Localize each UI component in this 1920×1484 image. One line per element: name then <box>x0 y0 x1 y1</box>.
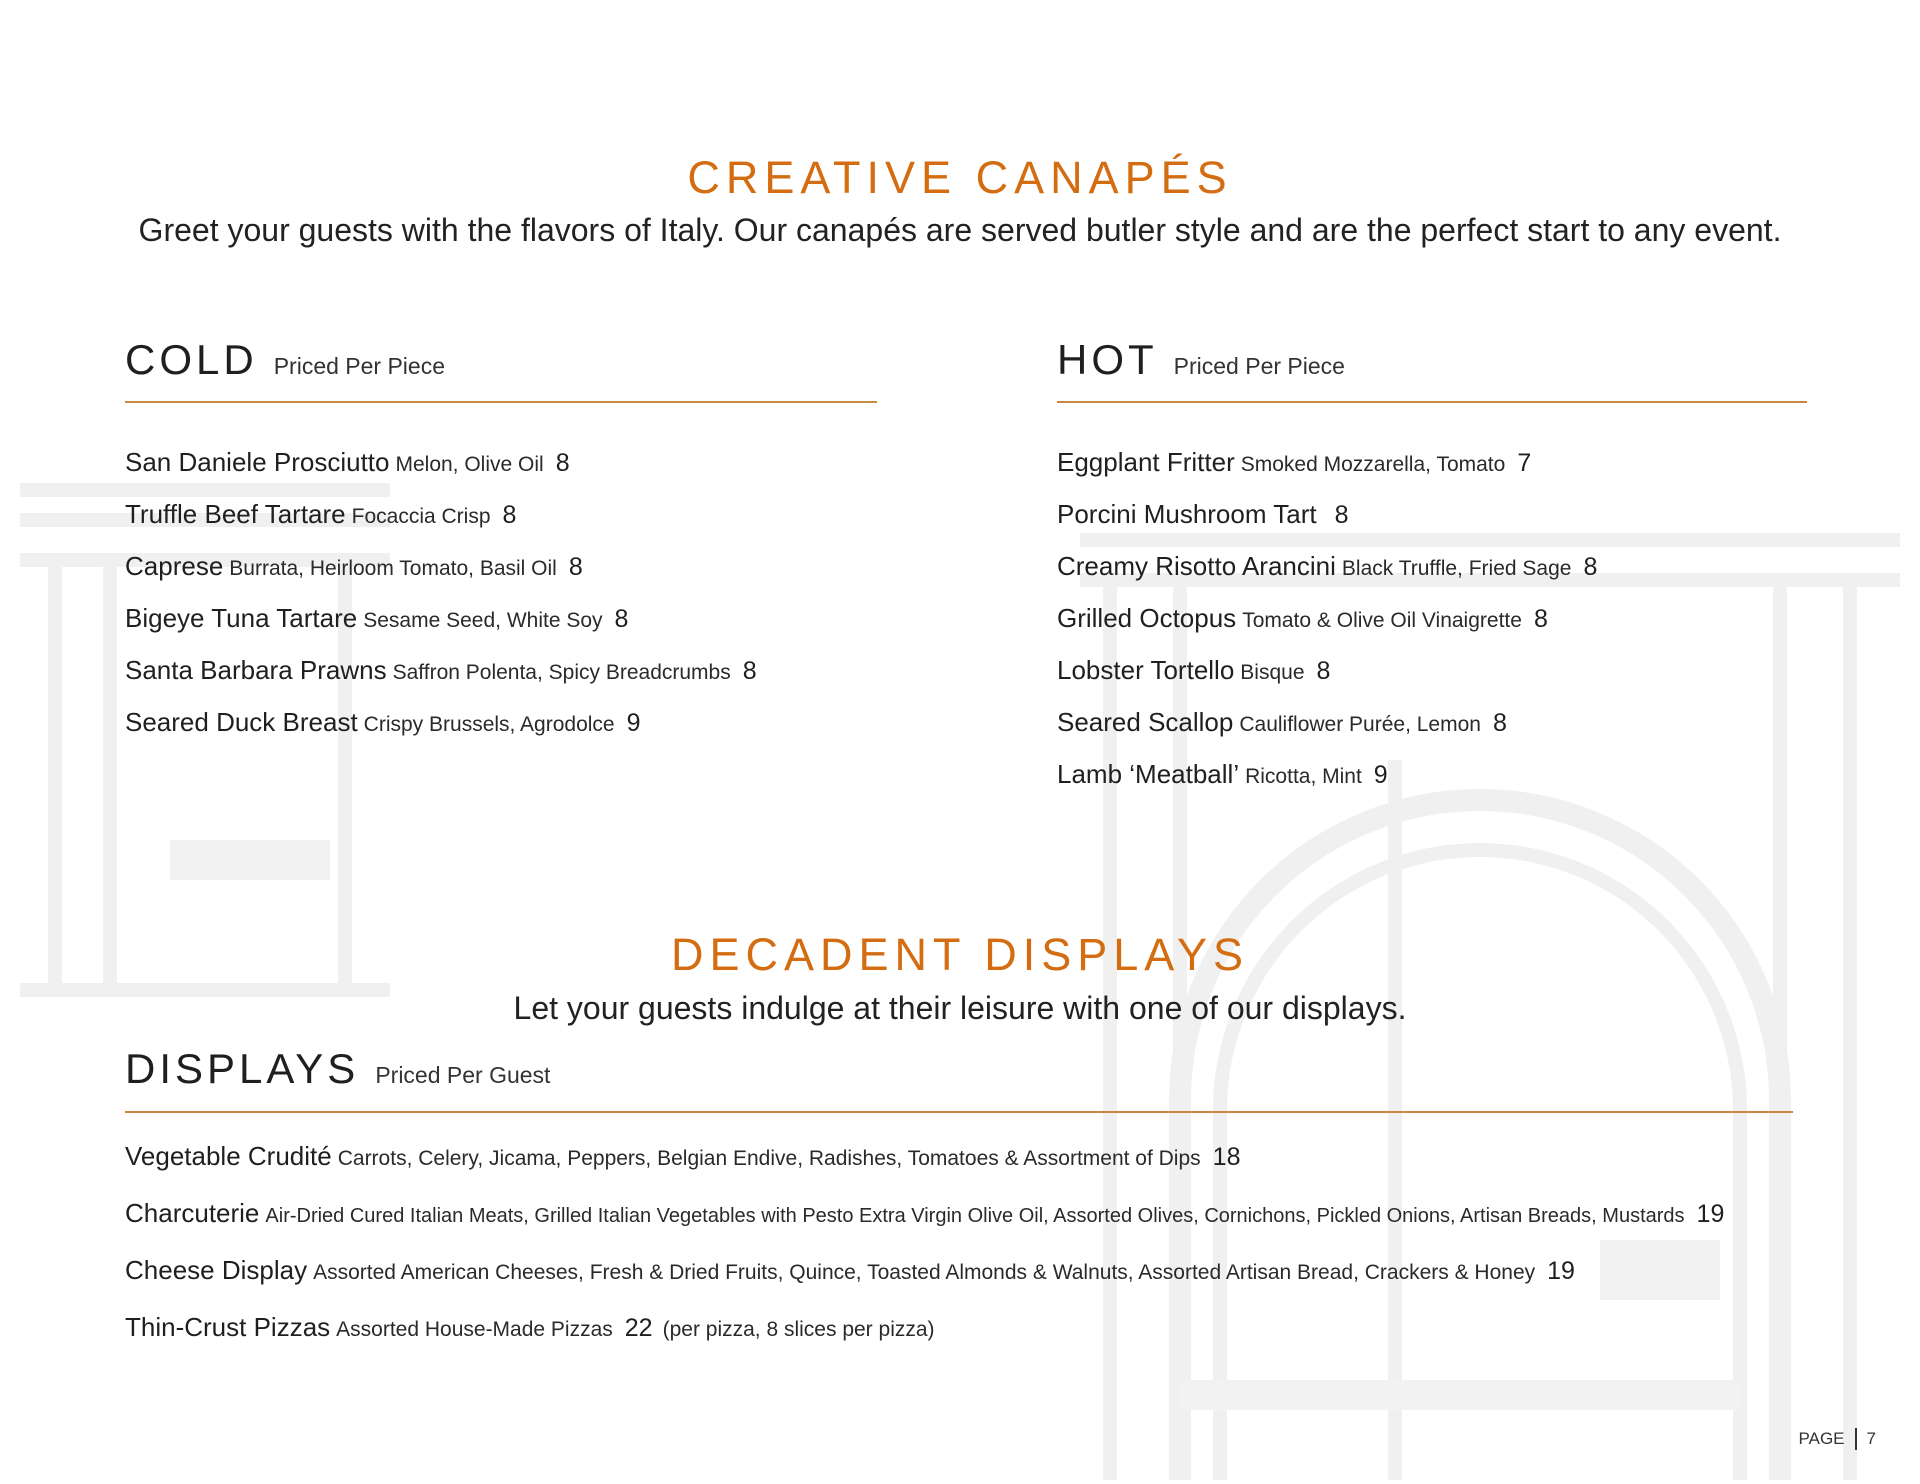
item-description: Ricotta, Mint <box>1245 765 1362 788</box>
item-description: Melon, Olive Oil <box>395 453 544 476</box>
menu-item <box>125 592 757 644</box>
menu-item <box>1057 748 1597 800</box>
item-description: Saffron Polenta, Spicy Breadcrumbs <box>392 661 731 684</box>
item-description: Crispy Brussels, Agrodolce <box>363 713 615 736</box>
hot-header <box>1057 336 1345 384</box>
menu-item <box>1057 436 1597 488</box>
cold-pricing-note: Priced Per Piece <box>273 353 446 379</box>
cold-menu-list <box>125 436 757 748</box>
item-name: Truffle Beef Tartare <box>125 499 346 529</box>
hot-heading: HOT <box>1057 336 1158 383</box>
menu-item <box>1057 592 1597 644</box>
menu-item <box>1057 696 1597 748</box>
item-price: 8 <box>568 553 583 581</box>
page-separator <box>1855 1428 1857 1450</box>
menu-item <box>125 1242 1724 1299</box>
item-price: 7 <box>1517 449 1532 477</box>
item-price: 19 <box>1696 1200 1725 1228</box>
item-note: (per pizza, 8 slices per pizza) <box>662 1318 935 1341</box>
item-price: 22 <box>624 1314 653 1342</box>
creative-canapes-title: CREATIVE CANAPÉS <box>687 152 1233 203</box>
page-number-value: 7 <box>1866 1429 1876 1448</box>
item-name: Caprese <box>125 551 224 581</box>
menu-item <box>125 1185 1724 1242</box>
item-price: 19 <box>1547 1257 1575 1285</box>
item-description: Sesame Seed, White Soy <box>363 609 603 632</box>
menu-item <box>125 696 757 748</box>
cold-header <box>125 336 445 384</box>
item-description: Black Truffle, Fried Sage <box>1341 557 1572 580</box>
item-description: Burrata, Heirloom Tomato, Basil Oil <box>229 557 557 580</box>
menu-item <box>125 540 757 592</box>
item-name: San Daniele Prosciutto <box>125 447 390 477</box>
item-price: 8 <box>555 449 570 477</box>
item-price: 8 <box>1533 605 1548 633</box>
hot-pricing-note: Priced Per Piece <box>1173 353 1345 379</box>
decadent-displays-subtitle: Let your guests indulge at their leisure with one of our displays. <box>513 990 1407 1026</box>
displays-menu-list <box>125 1128 1724 1356</box>
decadent-displays-title: DECADENT DISPLAYS <box>671 929 1249 980</box>
item-name: Creamy Risotto Arancini <box>1057 551 1336 581</box>
item-price: 8 <box>614 605 629 633</box>
cold-divider <box>125 401 877 403</box>
page-number <box>1799 1428 1876 1450</box>
displays-header <box>125 1045 550 1093</box>
item-name: Cheese Display <box>125 1255 308 1285</box>
item-price: 9 <box>1373 761 1388 789</box>
item-name: Lamb ‘Meatball’ <box>1057 759 1240 789</box>
item-price: 8 <box>1316 657 1331 685</box>
item-name: Grilled Octopus <box>1057 603 1237 633</box>
item-description: Air-Dried Cured Italian Meats, Grilled Italian Vegetables with Pesto Extra Virgin Olive Oil, Assorted Olives, Cornichons, Pickled Onions, Artisan Breads, Mustards <box>265 1205 1685 1227</box>
menu-item <box>125 488 757 540</box>
menu-item <box>125 436 757 488</box>
item-price: 8 <box>1334 501 1349 529</box>
item-name: Vegetable Crudité <box>125 1141 332 1171</box>
item-price: 18 <box>1212 1143 1241 1171</box>
item-description: Bisque <box>1240 661 1305 684</box>
item-description: Focaccia Crisp <box>351 505 491 528</box>
menu-item <box>1057 644 1597 696</box>
displays-heading: DISPLAYS <box>125 1045 360 1092</box>
cold-heading: COLD <box>125 336 258 383</box>
creative-canapes-subtitle: Greet your guests with the flavors of Italy. Our canapés are served butler style and are the perfect start to any event. <box>138 212 1782 248</box>
item-name: Seared Scallop <box>1057 707 1234 737</box>
hot-divider <box>1057 401 1807 403</box>
item-price: 8 <box>1492 709 1507 737</box>
hot-menu-list <box>1057 436 1597 800</box>
item-description: Smoked Mozzarella, Tomato <box>1240 453 1506 476</box>
displays-divider <box>125 1111 1793 1113</box>
item-price: 8 <box>742 657 757 685</box>
item-price: 8 <box>502 501 517 529</box>
item-name: Thin-Crust Pizzas <box>125 1312 331 1342</box>
item-description: Tomato & Olive Oil Vinaigrette <box>1242 609 1522 632</box>
item-price: 8 <box>1583 553 1598 581</box>
displays-pricing-note: Priced Per Guest <box>375 1062 551 1088</box>
menu-item <box>125 1299 1724 1356</box>
item-description: Assorted House-Made Pizzas <box>336 1318 613 1341</box>
item-price: 9 <box>626 709 641 737</box>
item-description: Assorted American Cheeses, Fresh & Dried Fruits, Quince, Toasted Almonds & Walnuts, Assorted Artisan Bread, Crackers & Honey <box>313 1261 1536 1284</box>
menu-item <box>1057 540 1597 592</box>
item-name: Santa Barbara Prawns <box>125 655 387 685</box>
item-name: Porcini Mushroom Tart <box>1057 499 1317 529</box>
item-name: Bigeye Tuna Tartare <box>125 603 358 633</box>
item-description: Cauliflower Purée, Lemon <box>1239 713 1481 736</box>
menu-item <box>125 644 757 696</box>
item-name: Lobster Tortello <box>1057 655 1235 685</box>
page-label: PAGE <box>1798 1429 1845 1448</box>
item-name: Eggplant Fritter <box>1057 447 1235 477</box>
menu-item <box>1057 488 1597 540</box>
item-name: Seared Duck Breast <box>125 707 358 737</box>
item-description: Carrots, Celery, Jicama, Peppers, Belgian Endive, Radishes, Tomatoes & Assortment of Dips <box>337 1147 1201 1170</box>
item-name: Charcuterie <box>125 1198 260 1228</box>
menu-item <box>125 1128 1724 1185</box>
